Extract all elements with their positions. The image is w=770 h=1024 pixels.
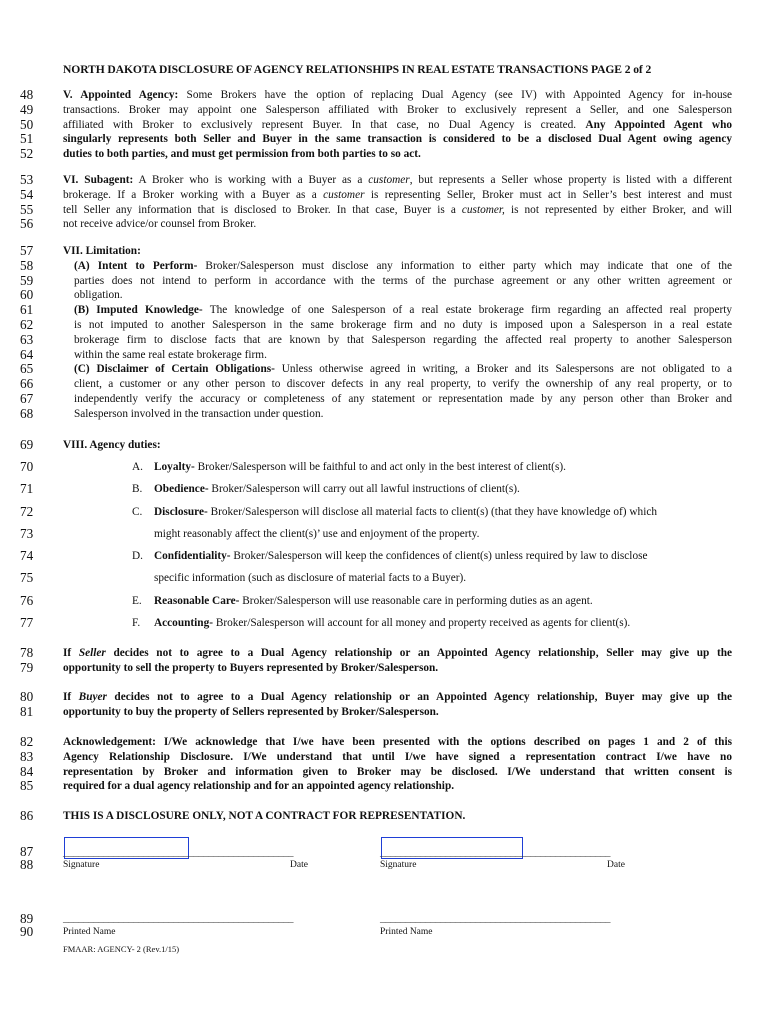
paragraph-text: , but represents a Seller whose property is listed with a different: [409, 174, 732, 186]
section-agency-duties: [20, 438, 732, 453]
date-label: Date: [290, 860, 308, 870]
duty-text: Broker/Salesperson will be faithful to and act only in the best interest of client(s).: [194, 461, 566, 473]
line-number: 51: [20, 131, 34, 147]
form-footer: FMAAR: AGENCY- 2 (Rev.1/15): [63, 944, 180, 954]
line-number: 77: [20, 615, 34, 631]
italic-text: customer,: [461, 203, 505, 216]
paragraph-text: brokerage firm to disclose facts that are known by that Salesperson regarding the affected real property to another Salesperson: [74, 333, 732, 346]
duty-title: Reasonable Care-: [154, 594, 240, 607]
duty-text: Broker/Salesperson will account for all money and property received as agents for client(s).: [213, 617, 631, 630]
bold-text: If: [63, 647, 79, 659]
line-number: 78: [20, 645, 34, 660]
buyer-notice: [20, 690, 732, 720]
duty-row: [20, 501, 732, 523]
bold-text: Acknowledgement: I/We acknowledge that I/we have been presented with the options described on pages 1 and 2 of this: [63, 736, 732, 748]
line-number: 55: [20, 201, 34, 217]
line-number: 53: [20, 172, 34, 187]
duty-letter: E.: [132, 594, 142, 607]
line-number: 89: [20, 911, 34, 926]
subsection-title: (A) Intent to Perform-: [74, 259, 198, 272]
section-subagent: [20, 173, 732, 232]
duty-row: [20, 612, 732, 634]
italic-text: customer: [323, 188, 365, 201]
paragraph-text: independently verify the accuracy or completeness of any statement or representation made by any person other than Broker and: [74, 392, 732, 405]
duty-title: Obedience-: [154, 483, 209, 496]
signature-line: ______________________________________________: [63, 846, 293, 858]
paragraph-text: is not imputed to another Salesperson in the same brokerage firm and no duty is imposed upon a Salesperson in a real estate: [74, 318, 732, 331]
line-number: 71: [20, 481, 34, 497]
bold-text: duties to both parties, and must get permission from both parties to so act.: [63, 148, 421, 161]
line-number: 49: [20, 101, 34, 117]
paragraph-text: transactions. Broker may appoint one Salesperson affiliated with Broker to exclusively represent a Seller, and one Salesperson: [63, 103, 732, 116]
date-label: Date: [607, 860, 625, 870]
paragraph-text: Broker/Salesperson must disclose any information to either party which may indicate that one of the: [197, 259, 732, 272]
printed-name-label: Printed Name: [63, 927, 116, 937]
section-title: VI. Subagent:: [63, 174, 134, 186]
duty-title: Accounting-: [154, 617, 213, 630]
duty-title: Disclosure-: [154, 505, 208, 518]
line-number: 69: [20, 437, 34, 452]
paragraph-text: parties does not intend to perform in accordance with the terms of the purchase agreement or any other written agreement or: [74, 274, 732, 287]
duty-letter: D.: [132, 550, 143, 563]
paragraph-text: Salesperson involved in the transaction under question.: [74, 407, 324, 420]
seller-notice: [20, 646, 732, 676]
duty-letter: A.: [132, 461, 143, 473]
paragraph-text: affiliated with Broker to exclusively represent Buyer. In that case, no Dual Agency is created.: [63, 118, 586, 131]
bold-text: singularly represents both Seller and Buyer in the same transaction is considered to be a disclosed Dual Agent owing agency: [63, 133, 732, 146]
signature-label: Signature: [63, 860, 100, 870]
paragraph-text: obligation.: [74, 289, 123, 302]
acknowledgement: [20, 735, 732, 794]
paragraph-text: Some Brokers have the option of replacing Dual Agency (see IV) with Appointed Agency for in-house: [178, 89, 732, 101]
disclosure-notice: [20, 809, 732, 824]
section-appointed-agency: [20, 88, 732, 162]
line-number: 70: [20, 459, 34, 474]
line-number: 60: [20, 287, 34, 303]
duty-text: specific information (such as disclosure of material facts to a Buyer).: [154, 572, 467, 585]
duty-row: [20, 567, 732, 589]
italic-text: customer: [368, 174, 410, 186]
duty-row: [20, 590, 732, 612]
duty-text: Broker/Salesperson will keep the confidences of client(s) unless required by law to disclose: [230, 550, 648, 563]
duty-letter: C.: [132, 505, 143, 518]
duty-text: Broker/Salesperson will carry out all lawful instructions of client(s).: [208, 483, 520, 496]
duties-list: [20, 456, 732, 634]
line-number: 80: [20, 689, 34, 704]
italic-text: Buyer: [78, 691, 107, 703]
page-header: NORTH DAKOTA DISCLOSURE OF AGENCY RELATIONSHIPS IN REAL ESTATE TRANSACTIONS PAGE 2 of 2: [63, 63, 652, 76]
line-number: 62: [20, 316, 34, 332]
line-number: 50: [20, 116, 34, 132]
duty-row: [20, 456, 732, 478]
line-number: 56: [20, 216, 34, 232]
paragraph-text: is representing Seller, Broker must act in Seller’s best interest and must: [364, 188, 732, 201]
paragraph-text: A Broker who is working with a Buyer as a: [133, 174, 369, 186]
subsection-title: (B) Imputed Knowledge-: [74, 304, 203, 317]
printed-name-label: Printed Name: [380, 927, 433, 937]
duty-title: Confidentiality-: [154, 550, 231, 563]
section-title: VIII. Agency duties:: [63, 439, 161, 451]
line-number: 90: [20, 924, 34, 939]
duty-row: [20, 478, 732, 500]
notice-text: THIS IS A DISCLOSURE ONLY, NOT A CONTRACT FOR REPRESENTATION.: [63, 810, 466, 822]
line-number: 75: [20, 570, 34, 586]
duty-text: Broker/Salesperson will disclose all material facts to client(s) (that they have knowledge of) which: [207, 505, 657, 518]
line-number: 61: [20, 302, 34, 318]
duty-letter: F.: [132, 617, 141, 630]
line-number: 87: [20, 844, 34, 859]
line-number: 68: [20, 405, 34, 421]
line-number: 74: [20, 548, 34, 564]
bold-text: representation by Broker and information given to Broker may be disclosed. I/We understand that written consent is: [63, 765, 732, 778]
line-number: 66: [20, 376, 34, 392]
section-title: VII. Limitation:: [63, 245, 141, 257]
line-number: 64: [20, 346, 34, 362]
line-number: 76: [20, 592, 34, 608]
line-number: 57: [20, 243, 34, 258]
bold-text: If: [63, 691, 79, 703]
duty-text: Broker/Salesperson will use reasonable care in performing duties as an agent.: [239, 594, 593, 607]
paragraph-text: is not represented by either Broker, and will: [504, 203, 732, 216]
printed-name-line: ______________________________________________: [63, 912, 293, 924]
line-number: 82: [20, 734, 34, 749]
line-number: 54: [20, 186, 34, 202]
line-number: 73: [20, 525, 34, 541]
duty-row: [20, 545, 732, 567]
line-number: 86: [20, 808, 34, 823]
line-number: 83: [20, 748, 34, 764]
section-title: V. Appointed Agency:: [63, 89, 179, 101]
bold-text: Agency Relationship Disclosure. I/We understand that until I/we have signed a representation contract I/we have no: [63, 750, 732, 763]
line-number: 52: [20, 146, 34, 162]
paragraph-text: tell Seller any information that is disclosed to Broker. In that case, Buyer is a: [63, 203, 462, 216]
duty-text: might reasonably affect the client(s)’ use and enjoyment of the property.: [154, 527, 480, 540]
bold-text: decides not to agree to a Dual Agency relationship or an Appointed Agency relationship, Buyer may give up the: [106, 691, 732, 703]
paragraph-text: not receive advice/or counsel from Broker.: [63, 218, 257, 231]
line-number: 58: [20, 257, 34, 273]
paragraph-text: brokerage. If a Broker working with a Buyer as a: [63, 188, 324, 201]
paragraph-text: Unless otherwise agreed in writing, a Broker and its Salespersons are not obligated to a: [274, 363, 732, 376]
line-number: 85: [20, 778, 34, 794]
paragraph-text: The knowledge of one Salesperson of a real estate brokerage firm regarding an affected real property: [202, 304, 732, 317]
bold-text: required for a dual agency relationship and for an appointed agency relationship.: [63, 780, 455, 793]
printed-name-line: ______________________________________________: [380, 912, 610, 924]
bold-text: opportunity to sell the property to Buyers represented by Broker/Salesperson.: [63, 661, 439, 674]
line-number: 88: [20, 857, 34, 872]
line-number: 65: [20, 361, 34, 377]
duty-row: [20, 523, 732, 545]
paragraph-text: within the same real estate brokerage firm.: [74, 348, 267, 361]
line-number: 84: [20, 763, 34, 779]
line-number: 48: [20, 87, 34, 102]
italic-text: Seller: [78, 647, 106, 659]
duty-letter: B.: [132, 483, 143, 496]
line-number: 79: [20, 659, 34, 675]
line-number: 67: [20, 390, 34, 406]
signature-line: ______________________________________________: [380, 846, 610, 858]
bold-text: opportunity to buy the property of Sellers represented by Broker/Salesperson.: [63, 705, 439, 718]
line-number: 72: [20, 503, 34, 519]
signature-label: Signature: [380, 860, 417, 870]
line-number: 63: [20, 331, 34, 347]
section-limitation: [20, 244, 732, 422]
duty-title: Loyalty-: [154, 461, 195, 473]
line-number: 59: [20, 272, 34, 288]
paragraph-text: client, a customer or any other person to discover defects in any real property, to verify the ownership of any real property, or to: [74, 378, 732, 391]
subsection-title: (C) Disclaimer of Certain Obligations-: [74, 363, 275, 376]
bold-text: Any Appointed Agent who: [585, 118, 732, 131]
bold-text: decides not to agree to a Dual Agency relationship or an Appointed Agency relationship, Seller may give up the: [105, 647, 732, 659]
line-number: 81: [20, 703, 34, 719]
